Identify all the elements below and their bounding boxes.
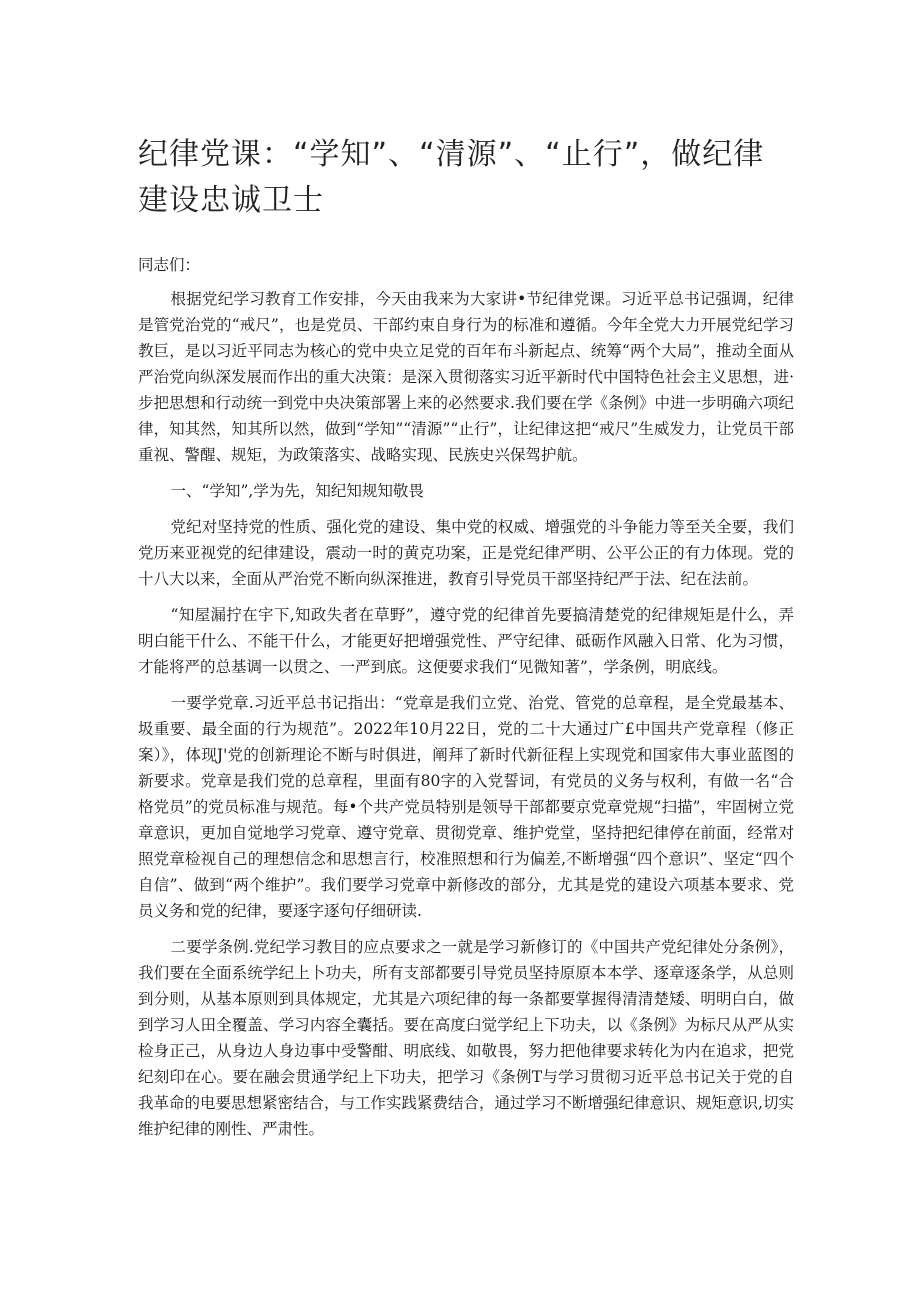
paragraph-discipline-history: 党纪对坚持党的性质、强化党的建设、集中党的权威、增强党的斗争能力等至关全要，我们党历来亚视党的纪律建设，震动一时的黄克功案，正是党纪律严明、公平公正的有力体现。党的十八大以来，全面从严治党不断向纵深推进，教育引导党员干部坚持纪严于法、纪在法前。 bbox=[138, 518, 794, 588]
salutation: 同志们： bbox=[138, 256, 201, 274]
document-title: 纪律党课：“学知”、“清源”、“止行”，做纪律建设忠诚卫士 bbox=[138, 137, 765, 218]
paragraph-study-regulations: 二要学条例.党纪学习教目的应点要求之一就是学习新修订的《中国共产党纪律处分条例》，我们要在全面系统学纪上卜功夫，所有支部都要引导党员坚持原原本本学、逐章逐条学，从总则到分则，从基本原则到具体规定，尤其是六项纪律的每一条都要掌握得清清楚矮、明明白白，做到学习人田全覆盖、学习内容全囊括。要在高度臼觉学纪上下功夫，以《条例》为标尺从严从实检身正己，从身边人身边事中受警酣、明底线、如敬畏，努力把他律要求转化为内在追求，把党纪刻印在心。要在融会贯通学纪上下功夫，把学习《条例T与学习贯彻习近平总书记关于党的自我革命的电要思想紧密结合，与工作实践紧费结合，通过学习不断增强纪律意识、规矩意识,切实维护纪律的刚性、严肃性。 bbox=[138, 938, 794, 1138]
paragraph-know-rules: “知屋漏拧在宇下,知政失者在草野”，遵守党的纪律首先要搞清楚党的纪律规矩是什么，弄明白能干什么、不能干什么，才能更好把增强党性、严守纪律、砥砺作风融入日常、化为习惯，才能将严的总基调一以贯之、一严到底。这便要求我们“见微知著”，学条例，明底线。 bbox=[138, 606, 794, 676]
paragraph-intro: 根据党纪学习教育工作安排，今天由我来为大家讲•节纪律党课。习近平总书记强调，纪律是管党治党的“戒尺”，也是党员、干部约束自身行为的标准和遵循。今年全党大力开展党纪学习教巨，是以习近平同志为核心的党中央立足党的百年布斗新起点、统筹“两个大局”，推动全面从严治党向纵深发展而作出的重大决策：是深入贯彻落实习近平新时代中国特色社会主义思想，进·步把思想和行动统一到党中央决策部署上来的必然要求.我们要在学《条例》中进一步明确六项纪律，知其然，知其所以然，做到“学知”“清源”“止行”，让纪律这把“戒尺”生威发力，让党员干部重视、警醒、规矩，为政策落实、战略实现、民族史兴保驾护航。 bbox=[138, 290, 794, 464]
paragraph-study-charter: 一要学党章.习近平总书记指出：“党章是我们立党、治党、管党的总章程，是全党最基本、圾重要、最全面的行为规范”。2022年10月22日，党的二十大通过广£中国共产党章程（修正案）》，体现J'党的创新理论不断与时俱进，阐拜了新时代新征程上实现党和国家伟大事业蓝图的新要求。党章是我们党的总章程，里面有80字的入党誓词，有党员的义务与权利，有做一名“合格党员”的党员标准与规范。每•个共产党员特别是领导干部都要京党章党规“扫描”，牢固树立党章意识，更加自觉地学习党章、遵守党章、贯彻党章、维护党堂，坚持把纪律停在前面，经常对照党章检视自己的理想信念和思想言行，校准照想和行为偏差,不断增强“四个意识”、坚定“四个自信”、做到“两个维护”。我们要学习党章中新修改的部分，尤其是党的建设六项基本要求、党员义务和党的纪律，要逐字逐句仔细研读. bbox=[138, 694, 794, 920]
section-heading-1: 一、“学知”,学为先，知纪知规知敬畏 bbox=[170, 482, 424, 500]
document-page bbox=[138, 132, 794, 1152]
